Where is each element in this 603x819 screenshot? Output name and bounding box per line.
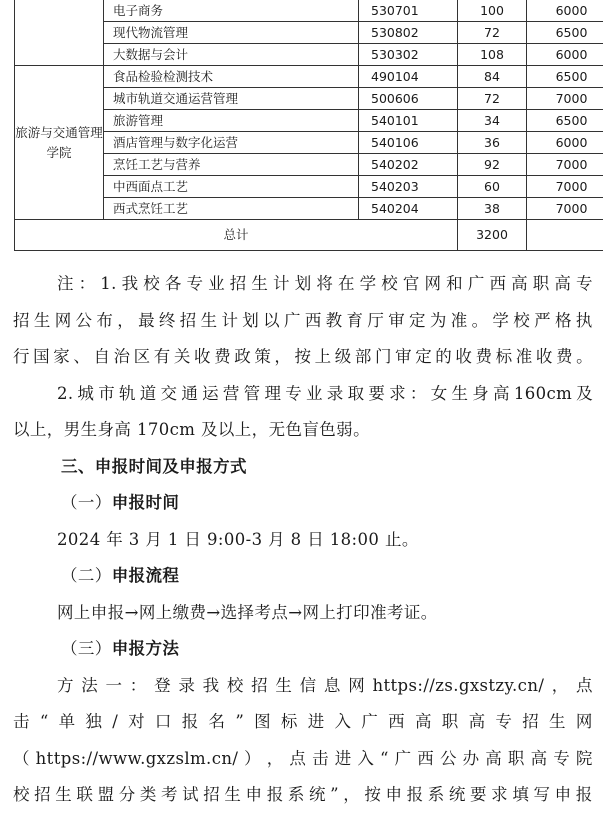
college-cell-previous [15,0,104,66]
sub2-heading [13,558,593,595]
major-name-cell: 西式烹饪工艺 [104,198,359,220]
major-name-cell: 食品检验检测技术 [104,66,359,88]
major-code-cell: 530802 [359,22,458,44]
plan-count-cell: 38 [458,198,527,220]
tuition-fee-cell: 6500 [527,110,603,132]
plan-count-cell: 36 [458,132,527,154]
document-body [13,266,593,814]
sub3-title: 申报方法 [111,639,180,658]
major-code-cell: 530302 [359,44,458,66]
section3-heading: 三、申报时间及申报方式 [61,456,247,476]
plan-count-cell: 34 [458,110,527,132]
note1-line2: 招 生 网 公 布 ， 最 终 招 生 计 划 以 广 西 教 育 厅 审 定 为 准 。 学 校 严 格 执 [13,310,593,330]
plan-count-cell: 72 [458,88,527,110]
sub1-heading [13,485,593,522]
major-code-cell: 500606 [359,88,458,110]
tuition-fee-cell: 7000 [527,198,603,220]
note1-line1: 注 ： 1. 我 校 各 专 业 招 生 计 划 将 在 学 校 官 网 和 广 西 高 职 高 专 [57,274,593,293]
table-row [15,154,603,176]
total-value-cell: 3200 [458,220,527,251]
sub1-title: 申报时间 [111,493,180,512]
plan-count-cell: 100 [458,0,527,22]
sub3-num: （三） [61,639,112,658]
tuition-fee-cell: 6000 [527,132,603,154]
tuition-fee-cell: 7000 [527,176,603,198]
major-name-cell: 旅游管理 [104,110,359,132]
major-code-cell: 540204 [359,198,458,220]
enrollment-plan-table [14,0,603,251]
method-line4: 校 招 生 联 盟 分 类 考 试 招 生 申 报 系 统 ” ， 按 申 报 系 统 要 求 填 写 申 报 [13,785,593,804]
table-row [15,198,603,220]
major-name-cell: 电子商务 [104,0,359,22]
major-code-cell: 540202 [359,154,458,176]
table-row [15,66,603,88]
major-code-cell: 540101 [359,110,458,132]
college-cell: 旅游与交通管理学院 [15,66,104,220]
tuition-fee-cell: 6500 [527,66,603,88]
method-line2: 击 “ 单 独 / 对 口 报 名 ” 图 标 进 入 广 西 高 职 高 专 招 生 网 [13,712,593,731]
plan-count-cell: 108 [458,44,527,66]
table-row [15,88,603,110]
table-row [15,22,603,44]
total-label-cell: 总计 [15,220,458,251]
note2-line2: 以上，男生身高 170cm 及以上，无色盲色弱。 [13,420,370,439]
major-code-cell: 490104 [359,66,458,88]
major-name-cell: 酒店管理与数字化运营 [104,132,359,154]
plan-count-cell: 60 [458,176,527,198]
total-row [15,220,603,251]
tuition-fee-cell: 6000 [527,44,603,66]
major-name-cell: 大数据与会计 [104,44,359,66]
note1-line3: 行 国 家 、 自 治 区 有 关 收 费 政 策 ， 按 上 级 部 门 审 定 的 收 费 标 准 收 费 。 [13,347,593,366]
plan-count-cell: 84 [458,66,527,88]
tuition-fee-cell: 6500 [527,22,603,44]
method-line3: （ https://www.gxzslm.cn/ ） ， 点 击 进 入 “ 广 西 公 办 高 职 高 专 院 [13,748,593,768]
major-code-cell: 540203 [359,176,458,198]
sub2-title: 申报流程 [111,566,180,585]
major-name-cell: 现代物流管理 [104,22,359,44]
enrollment-plan-table-body [15,0,603,251]
sub1-num: （一） [61,493,112,512]
table-row [15,0,603,22]
total-empty-cell [527,220,603,251]
tuition-fee-cell: 6000 [527,0,603,22]
method-line1: 方 法 一 ： 登 录 我 校 招 生 信 息 网 https://zs.gxstzy.cn/ ， 点 [57,675,593,695]
plan-count-cell: 92 [458,154,527,176]
note2-line1: 2. 城 市 轨 道 交 通 运 营 管 理 专 业 录 取 要 求 ： 女 生 身 高 160cm 及 [57,383,593,403]
major-name-cell: 城市轨道交通运营管理 [104,88,359,110]
major-code-cell: 530701 [359,0,458,22]
sub2-num: （二） [61,566,112,585]
major-name-cell: 中西面点工艺 [104,176,359,198]
apply-time-text: 2024 年 3 月 1 日 9:00-3 月 8 日 18:00 止。 [57,529,419,549]
plan-count-cell: 72 [458,22,527,44]
apply-flow-text: 网上申报→网上缴费→选择考点→网上打印准考证。 [57,602,438,622]
tuition-fee-cell: 7000 [527,88,603,110]
major-name-cell: 烹饪工艺与营养 [104,154,359,176]
table-row [15,176,603,198]
major-code-cell: 540106 [359,132,458,154]
table-row [15,44,603,66]
tuition-fee-cell: 7000 [527,154,603,176]
sub3-heading [13,631,593,668]
